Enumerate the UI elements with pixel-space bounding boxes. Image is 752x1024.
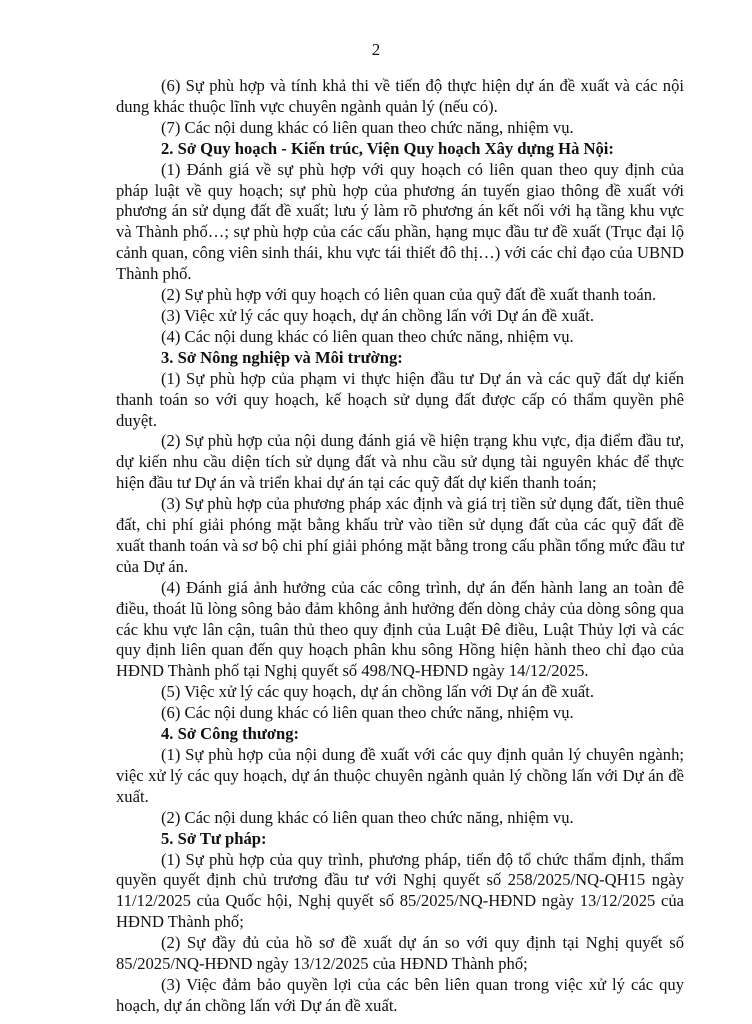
paragraph-sec2-item2: (2) Sự phù hợp với quy hoạch có liên quan của quỹ đất đề xuất thanh toán. (161, 285, 657, 305)
paragraph-sec2-item4: (4) Các nội dung khác có liên quan theo chức năng, nhiệm vụ. (161, 326, 574, 346)
paragraph-sec3-item2: (2) Sự phù hợp của nội dung đánh giá về hiện trạng khu vực, địa điểm đầu tư, dự kiến nhu cầu diện tích sử dụng đất và nhu cầu sử dụng tài nguyên khác để thực hiện đầu tư Dự án và triển khai dự án tại các quỹ đất dự kiến thanh toán; (116, 431, 684, 493)
section-heading-5: 5. Sở Tư pháp: (161, 828, 267, 848)
paragraph-sec3-item4: (4) Đánh giá ảnh hưởng của các công trình, dự án đến hành lang an toàn đê điều, thoát lũ lòng sông bảo đảm không ảnh hưởng đến dòng chảy của dòng sông qua các khu vực lân cận, tuân thủ theo quy định của Luật Đê điều, Luật Thủy lợi và các quy định liên quan đến quy hoạch phân khu sông Hồng hiện hành theo chỉ đạo của HĐND Thành phố tại Nghị quyết số 498/NQ-HĐND ngày 14/12/2025. (116, 577, 684, 681)
paragraph-sec2-item1: (1) Đánh giá về sự phù hợp với quy hoạch có liên quan theo quy định của pháp luật về quy hoạch; sự phù hợp của phương án tuyến giao thông đề xuất với phương án sử dụng đất đề xuất; lưu ý làm rõ phương án kết nối với hạ tầng khu vực và Thành phố…; sự phù hợp của các cấu phần, hạng mục đầu tư đề xuất (Trục đại lộ cảnh quan, công viên sinh thái, khu vực tái thiết đô thị…) với các chỉ đạo của UBND Thành phố. (116, 159, 684, 284)
paragraph-sec2-item3: (3) Việc xử lý các quy hoạch, dự án chồng lấn với Dự án đề xuất. (161, 305, 595, 325)
paragraph-sec1-item7: (7) Các nội dung khác có liên quan theo chức năng, nhiệm vụ. (161, 117, 574, 137)
section-heading-4: 4. Sở Công thương: (161, 724, 300, 744)
paragraph-sec5-item3: (3) Việc đảm bảo quyền lợi của các bên liên quan trong việc xử lý các quy hoạch, dự án chồng lấn với Dự án đề xuất. (116, 974, 684, 1015)
section-heading-2: 2. Sở Quy hoạch - Kiến trúc, Viện Quy hoạch Xây dựng Hà Nội: (161, 138, 614, 158)
section-heading-3: 3. Sở Nông nghiệp và Môi trường: (161, 347, 403, 367)
paragraph-sec3-item6: (6) Các nội dung khác có liên quan theo chức năng, nhiệm vụ. (161, 703, 574, 723)
page-number: 2 (371, 40, 381, 59)
paragraph-sec5-item1: (1) Sự phù hợp của quy trình, phương pháp, tiến độ tổ chức thẩm định, thẩm quyền quyết định chủ trương đầu tư với Nghị quyết số 258/2025/NQ-QH15 ngày 11/12/2025 của Quốc hội, Nghị quyết số 85/2025/NQ-HĐND ngày 13/12/2025 của HĐND Thành phố; (116, 849, 684, 932)
paragraph-sec3-item5: (5) Việc xử lý các quy hoạch, dự án chồng lấn với Dự án đề xuất. (161, 682, 595, 702)
paragraph-sec5-item2: (2) Sự đầy đủ của hồ sơ đề xuất dự án so với quy định tại Nghị quyết số 85/2025/NQ-HĐND ngày 13/12/2025 của HĐND Thành phố; (116, 933, 684, 974)
paragraph-sec4-item1: (1) Sự phù hợp của nội dung đề xuất với các quy định quản lý chuyên ngành; việc xử lý các quy hoạch, dự án thuộc chuyên ngành quản lý chồng lấn với Dự án đề xuất. (116, 745, 684, 806)
paragraph-sec3-item3: (3) Sự phù hợp của phương pháp xác định và giá trị tiền sử dụng đất, tiền thuê đất, chi phí giải phóng mặt bằng khấu trừ vào tiền sử dụng đất của các quỹ đất đề xuất thanh toán và sơ bộ chi phí giải phóng mặt bằng trong cấu phần tổng mức đầu tư của Dự án. (116, 494, 684, 576)
document-body (116, 76, 684, 1017)
paragraph-sec1-item6: (6) Sự phù hợp và tính khả thi về tiến độ thực hiện dự án đề xuất và các nội dung khác thuộc lĩnh vực chuyên ngành quản lý (nếu có). (116, 76, 684, 116)
paragraph-sec4-item2: (2) Các nội dung khác có liên quan theo chức năng, nhiệm vụ. (161, 807, 574, 827)
paragraph-sec3-item1: (1) Sự phù hợp của phạm vi thực hiện đầu tư Dự án và các quỹ đất dự kiến thanh toán so với quy hoạch, kế hoạch sử dụng đất được cấp có thẩm quyền phê duyệt. (116, 368, 684, 430)
